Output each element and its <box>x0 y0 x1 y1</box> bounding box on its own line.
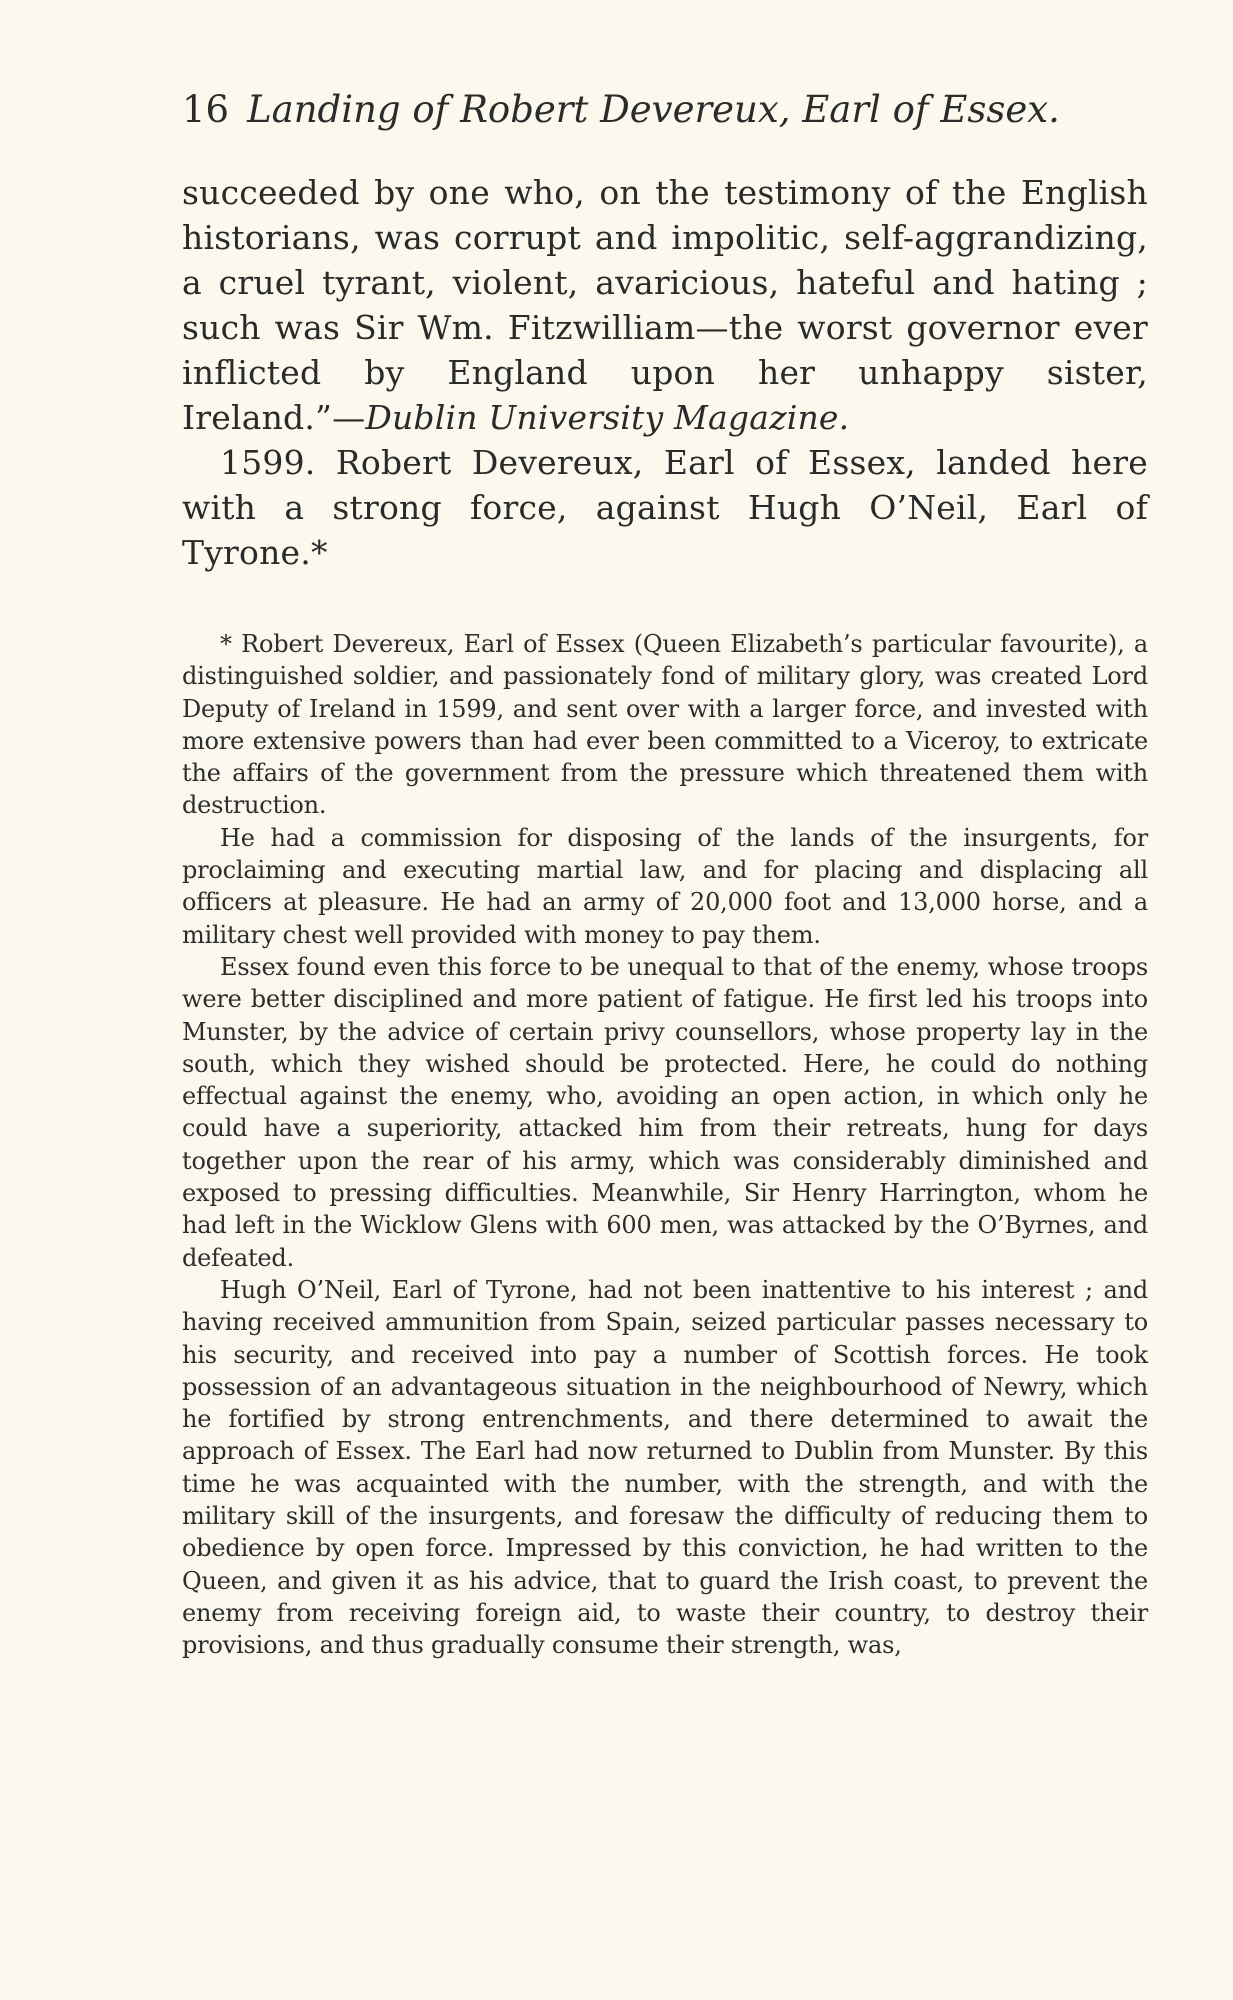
body-paragraph <box>182 170 1148 440</box>
footnote-paragraph: Essex found even this force to be unequal to that of the enemy, whose troops were better disciplined and more patient of fatigue. He first led his troops into Munster, by the advice of certain privy counsellors, whose property lay in the south, which they wished should be protected. Here, he could do nothing effectual against the enemy, who, avoiding an open action, in which only he could have a superiority, attacked him from their retreats, hung for days together upon the rear of his army, which was considerably diminished and exposed to pressing difficulties. Meanwhile, Sir Henry Harrington, whom he had left in the Wicklow Glens with 600 men, was attacked by the O’Byrnes, and defeated. <box>182 952 1148 1272</box>
footnote-paragraph: He had a commission for disposing of the lands of the insurgents, for proclaiming and executing martial law, and for placing and displacing all officers at pleasure. He had an army of 20,000 foot and 13,000 horse, and a military chest well provided with money to pay them. <box>182 823 1148 949</box>
main-body-text <box>182 170 1148 575</box>
footnote-paragraph: * Robert Devereux, Earl of Essex (Queen Elizabeth’s particular favourite), a distinguished soldier, and passionately fond of military glory, was created Lord Deputy of Ireland in 1599, and sent over with a larger force, and invested with more extensive powers than had ever been committed to a Viceroy, to extricate the affairs of the government from the pressure which threatened them with destruction. <box>182 630 1148 820</box>
body-paragraph-text: succeeded by one who, on the testimony of the English historians, was corrupt and impolitic, self-aggrandizing, a cruel tyrant, violent, avaricious, hateful and hating ; such was Sir Wm. Fitzwilliam—the worst governor ever inflicted by England upon her unhappy sister, Ireland.”— <box>182 173 1148 437</box>
page-number: 16 <box>182 88 230 131</box>
footnote <box>182 628 1148 1662</box>
source-citation: Dublin University Magazine. <box>365 398 850 437</box>
body-paragraph-1599: 1599. Robert Devereux, Earl of Essex, landed here with a strong force, against Hugh O’Neil, Earl of Tyrone.* <box>182 443 1148 572</box>
page-header <box>182 84 1092 136</box>
footnote-paragraph: Hugh O’Neil, Earl of Tyrone, had not been inattentive to his interest ; and having received ammunition from Spain, seized particular passes necessary to his security, and received into pay a number of Scottish forces. He took possession of an advantageous situation in the neighbourhood of Newry, which he fortified by strong entrenchments, and there determined to await the approach of Essex. The Earl had now returned to Dublin from Munster. By this time he was acquainted with the number, with the strength, and with the military skill of the insurgents, and foresaw the difficulty of reducing them to obedience by open force. Impressed by this conviction, he had written to the Queen, and given it as his advice, that to guard the Irish coast, to prevent the enemy from receiving foreign aid, to waste their country, to destroy their provisions, and thus gradually consume their strength, was, <box>182 1275 1148 1660</box>
running-title: Landing of Robert Devereux, Earl of Essex. <box>247 88 1060 131</box>
